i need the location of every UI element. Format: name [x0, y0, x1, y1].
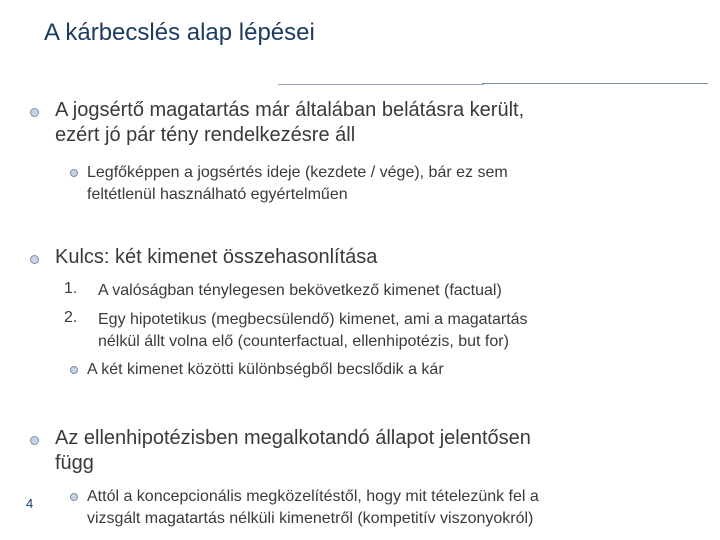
- title-underline-accent: [482, 83, 708, 84]
- numbered-item-2: [98, 309, 528, 353]
- bullet-3-sub-1-line1: Attól a koncepcionális megközelítéstől, hogy mit tételezünk fel a: [87, 488, 539, 505]
- sub-bullet-dot: [70, 366, 78, 374]
- bullet-3-sub-1-line2: vizsgált magatartás nélküli kimenetről (kompetitív viszonyokról): [87, 510, 534, 527]
- numbered-item-2-line2: nélkül állt volna elő (counterfactual, ellenhipotézis, but for): [98, 333, 509, 350]
- numbered-item-2-line1: Egy hipotetikus (megbecsülendő) kimenet, ami a magatartás: [98, 311, 528, 328]
- slide-title: A kárbecslés alap lépései: [44, 19, 315, 46]
- bullet-2-sub-1-line1: A két kimenet közötti különbségből becslődik a kár: [87, 361, 444, 378]
- numbered-item-1-number: 1.: [64, 280, 78, 297]
- numbered-item-1-line1: A valóságban ténylegesen bekövetkező kimenet (factual): [98, 282, 502, 299]
- bullet-3-line2: függ: [55, 452, 94, 474]
- bullet-dot: [30, 255, 39, 264]
- bullet-2-sub-1: [87, 359, 444, 381]
- bullet-3: [55, 426, 531, 476]
- bullet-2: [55, 245, 377, 270]
- bullet-1-sub-1-line2: feltétlenül használható egyértelműen: [87, 186, 348, 203]
- bullet-2-line1: Kulcs: két kimenet összehasonlítása: [55, 246, 378, 268]
- sub-bullet-dot: [70, 493, 78, 501]
- bullet-3-sub-1: [87, 486, 539, 530]
- numbered-item-2-number: 2.: [64, 309, 78, 326]
- bullet-1-line2: ezért jó pár tény rendelkezésre áll: [55, 124, 356, 146]
- numbered-item-1: [98, 280, 502, 302]
- bullet-1-line1: A jogsértő magatartás már általában belátásra került,: [55, 99, 525, 121]
- bullet-1-sub-1-line1: Legfőképpen a jogsértés ideje (kezdete / vége), bár ez sem: [87, 164, 508, 181]
- bullet-1: [55, 98, 524, 148]
- bullet-3-line1: Az ellenhipotézisben megalkotandó állapot jelentősen: [55, 427, 531, 449]
- bullet-dot: [30, 436, 39, 445]
- title-underline: [278, 84, 484, 85]
- sub-bullet-dot: [70, 169, 78, 177]
- bullet-dot: [30, 108, 39, 117]
- bullet-1-sub-1: [87, 162, 508, 206]
- page-number: 4: [26, 496, 34, 511]
